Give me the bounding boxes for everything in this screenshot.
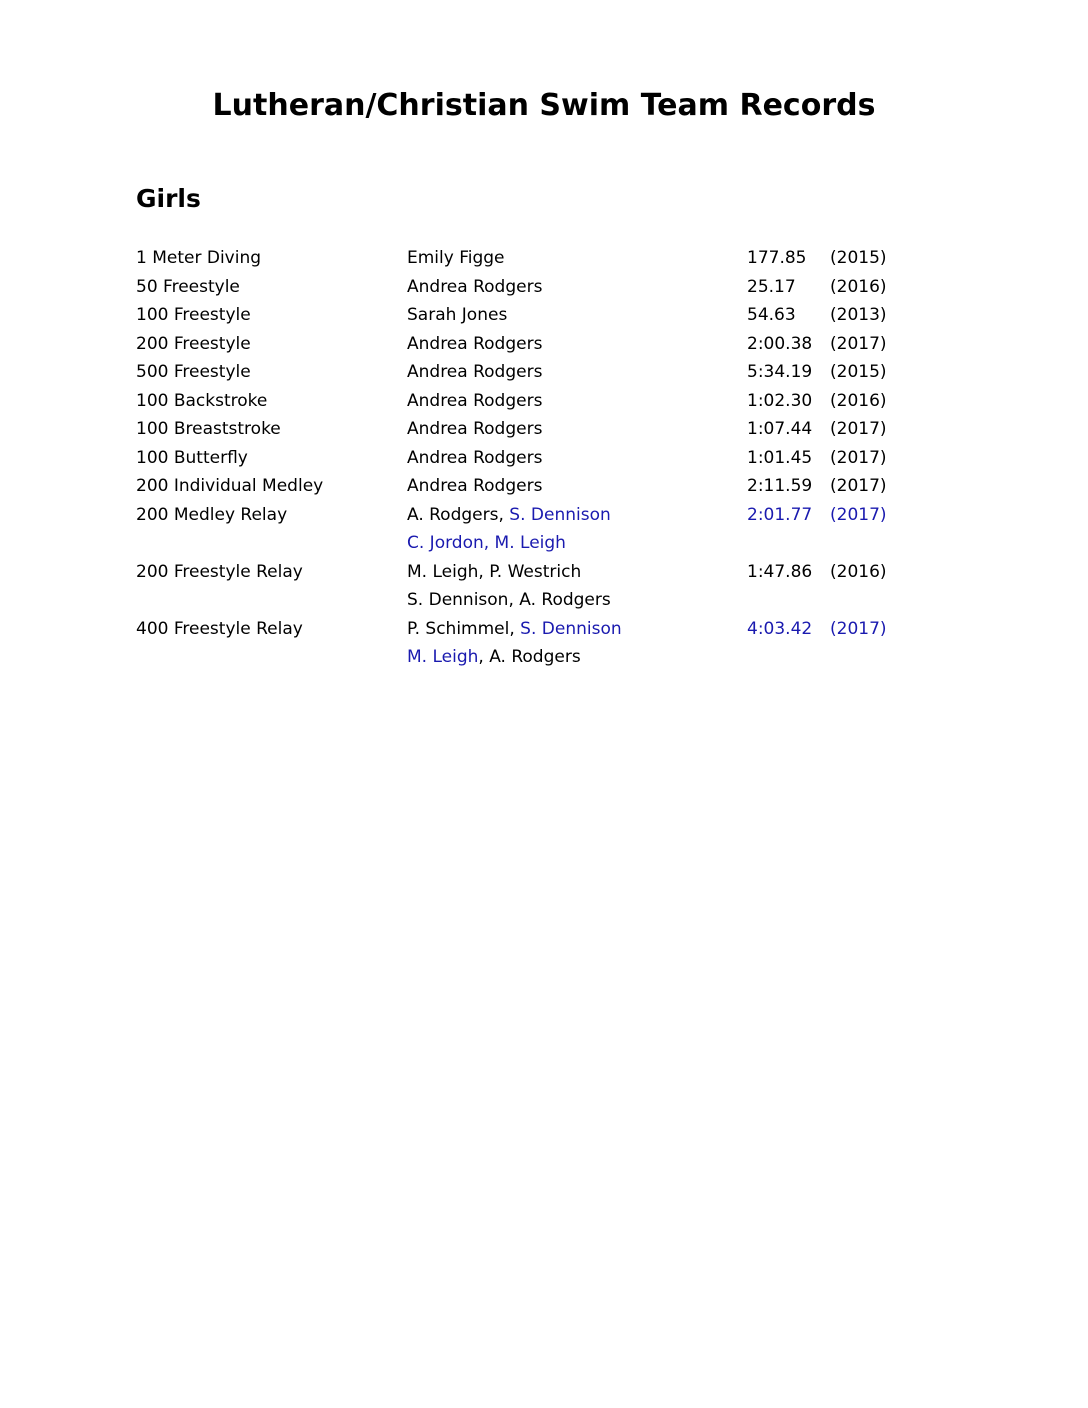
holder-name: Andrea Rodgers [407,390,543,411]
record-time: 1:02.30 [747,390,813,411]
record-year: (2017) [830,504,887,525]
record-time: 2:11.59 [747,476,813,496]
holder-name: Andrea Rodgers [407,362,543,382]
record-holder [407,301,507,330]
event-name: 100 Backstroke [136,390,268,411]
holder-name: Andrea Rodgers [407,276,543,297]
record-time: 25.17 [747,276,796,297]
event-name: 500 Freestyle [136,362,251,382]
event-name: 50 Freestyle [136,276,240,297]
record-holder [407,501,611,530]
event-name: 200 Freestyle Relay [136,561,303,582]
record-time: 54.63 [747,305,796,325]
page-title: Lutheran/Christian Swim Team Records [212,88,876,123]
record-year: (2017) [830,618,887,639]
records-table [136,244,936,672]
record-year: (2013) [830,305,887,325]
event-name: 200 Medley Relay [136,504,288,525]
record-year: (2017) [830,447,887,468]
record-time: 1:47.86 [747,561,813,582]
event-name: 200 Individual Medley [136,476,324,496]
record-holder [407,415,542,444]
record-time: 5:34.19 [747,362,813,382]
record-time: 4:03.42 [747,618,813,639]
table-row [136,472,936,501]
holder-name: Emily Figge [407,248,505,268]
holder-name: Andrea Rodgers [407,419,543,439]
record-year: (2016) [830,276,887,297]
record-year: (2017) [830,419,887,439]
event-name: 1 Meter Diving [136,248,262,268]
event-name: 100 Breaststroke [136,419,281,439]
table-row [136,529,936,558]
holder-name-highlighted: S. Dennison [509,504,611,525]
table-row [136,444,936,473]
holder-separator: , [478,647,490,667]
record-holder [407,387,542,416]
table-row [136,330,936,359]
record-holder [407,330,542,359]
holder-name: A. Rodgers [407,504,499,525]
event-name: 200 Freestyle [136,333,251,354]
record-year: (2016) [830,561,887,582]
record-time: 1:01.45 [747,447,813,468]
record-holder [407,586,611,615]
record-year: (2015) [830,362,887,382]
record-holder [407,273,542,302]
table-row [136,301,936,330]
record-time: 1:07.44 [747,419,813,439]
record-holder [407,444,542,473]
record-time: 2:00.38 [747,333,813,354]
record-holder [407,615,622,644]
event-name: 400 Freestyle Relay [136,618,303,639]
holder-name: Andrea Rodgers [407,333,543,354]
record-holder [407,558,581,587]
table-row [136,586,936,615]
holder-name: S. Dennison, A. Rodgers [407,590,611,610]
holder-name-highlighted: C. Jordon, M. Leigh [407,533,566,553]
record-time: 2:01.77 [747,504,813,525]
table-row [136,358,936,387]
record-year: (2017) [830,333,887,354]
event-name: 100 Butterfly [136,447,248,468]
holder-name: M. Leigh, P. Westrich [407,561,582,582]
table-row [136,501,936,530]
record-holder [407,643,581,672]
record-year: (2016) [830,390,887,411]
holder-name: Andrea Rodgers [407,447,543,468]
table-row [136,244,936,273]
holder-name: Sarah Jones [407,305,508,325]
record-year: (2017) [830,476,887,496]
record-holder [407,244,505,273]
section-heading-girls: Girls [136,184,201,213]
record-holder [407,529,566,558]
holder-name: Andrea Rodgers [407,476,543,496]
table-row [136,615,936,644]
event-name: 100 Freestyle [136,305,251,325]
holder-separator: , [498,504,510,525]
holder-name: P. Schimmel [407,618,510,639]
holder-separator: , [509,618,521,639]
table-row [136,643,936,672]
holder-name-highlighted: M. Leigh [407,647,479,667]
holder-name: A. Rodgers [489,647,581,667]
record-holder [407,472,542,501]
record-holder [407,358,542,387]
table-row [136,387,936,416]
record-time: 177.85 [747,248,807,268]
holder-name-highlighted: S. Dennison [520,618,622,639]
table-row [136,415,936,444]
table-row [136,273,936,302]
record-year: (2015) [830,248,887,268]
table-row [136,558,936,587]
